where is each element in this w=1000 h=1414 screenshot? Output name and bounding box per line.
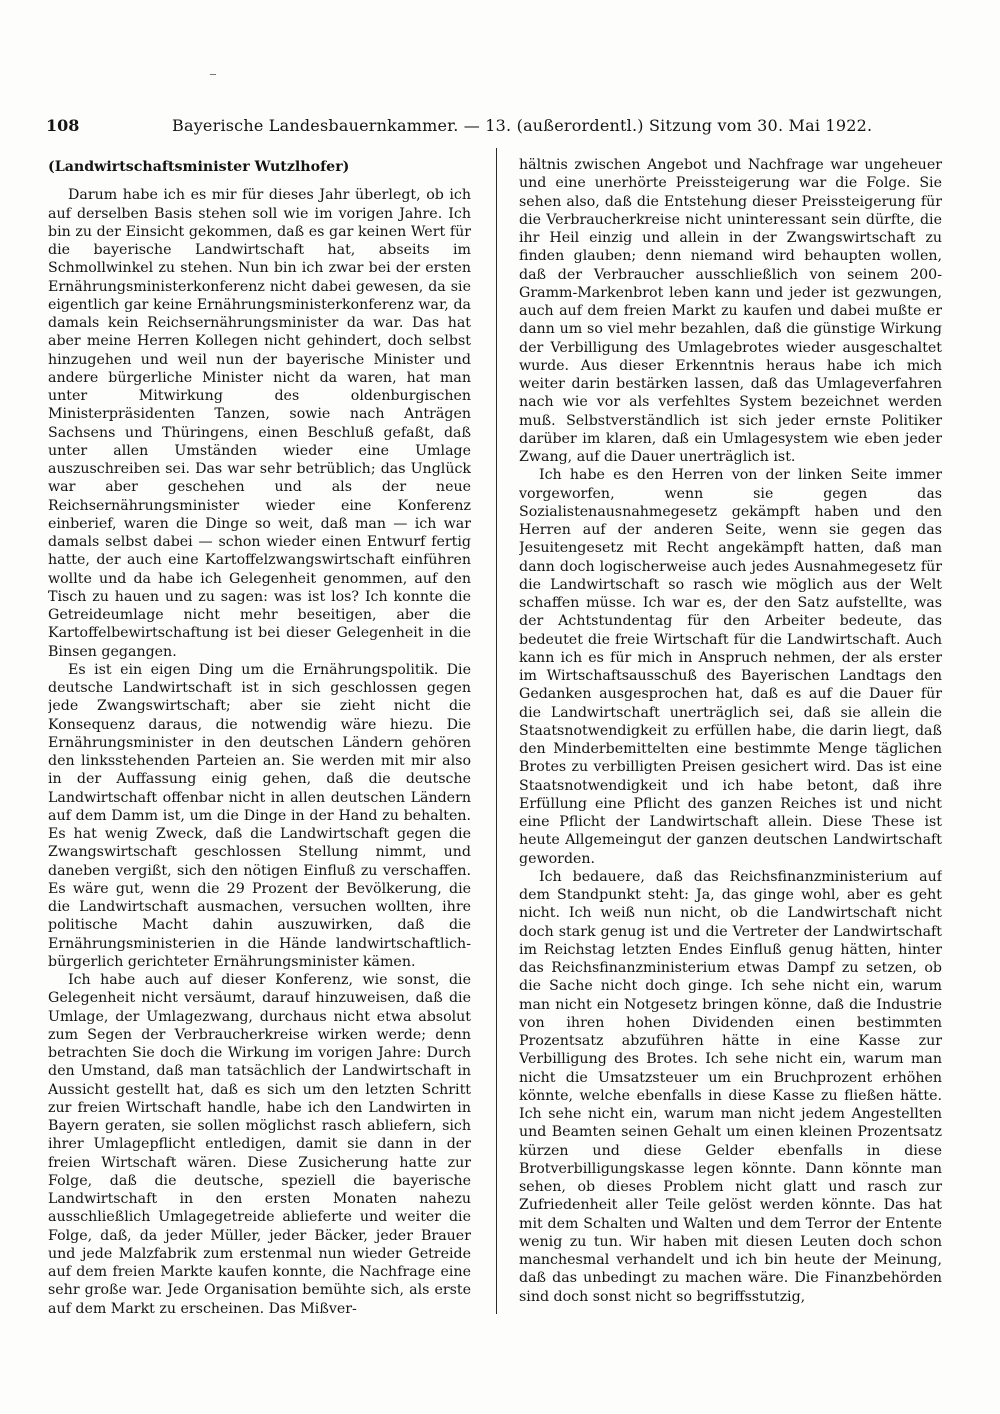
right-column — [519, 156, 942, 1336]
speaker-heading: (Landwirtschaftsminister Wutzlhofer) — [48, 159, 350, 175]
left-column — [48, 156, 471, 1336]
paragraph: Es ist ein eigen Ding um die Ernährungspolitik. Die deutsche Landwirtschaft ist in sich geschlossen gegen jede Zwangswirtschaft; aber sie zieht nicht die Konsequenz daraus, die notwendig wäre hiezu. Die Ernährungsminister in den deutschen Ländern gehören den linksstehenden Parteien an. Sie werden mit mir also in der Auffassung einig gehen, daß die deutsche Landwirtschaft offenbar nicht in allen deutschen Ländern auf dem Damm ist, um die Dinge in der Hand zu behalten. Es hat wenig Zweck, daß die Landwirtschaft gegen die Zwangswirtschaft geschlossen Stellung nimmt, und daneben vergißt, sich den nötigen Einfluß zu verschaffen. Es wäre gut, wenn die 29 Prozent der Bevölkerung, die die Landwirtschaft ausmachen, versuchen wollten, ihre politische Macht dahin auszuwirken, daß die Ernährungsministerien in die Hände landwirtschaftlich-bürgerlich gerichteter Ernährungsminister kämen. — [48, 661, 471, 970]
column-divider — [496, 148, 497, 1314]
paragraph: hältnis zwischen Angebot und Nachfrage war ungeheuer und eine unerhörte Preissteigerung war die Folge. Sie sehen also, daß die Entstehung dieser Preissteigerung für die Verbraucherkreise nicht uninteressant sein dürfte, die ihr Heil einzig und allein in der Zwangswirtschaft zu finden glauben; denn niemand wird behaupten wollen, daß der Verbraucher ausschließlich von seinem 200-Gramm-Markenbrot leben kann und jeder ist gezwungen, auch auf dem freien Markt zu kaufen und dabei mußte er dann um so viel mehr bezahlen, daß die günstige Wirkung der Verbilligung des Umlagebrotes wieder ausgeschaltet wurde. Aus dieser Erkenntnis heraus habe ich mich weiter darin bestärken lassen, daß das Umlageverfahren nach wie vor als verfehltes System bezeichnet werden muß. Selbstverständlich ist sich jeder ernste Politiker darüber im klaren, daß ein Umlagesystem wie eben jeder Zwang, auf die Dauer unerträglich ist. — [519, 157, 942, 465]
running-title: Bayerische Landesbauernkammer. — 13. (außerordentl.) Sitzung vom 30. Mai 1922. — [172, 116, 873, 135]
paragraph: Ich habe es den Herren von der linken Seite immer vorgeworfen, wenn sie gegen das Sozialistenausnahmegesetz gekämpft haben und den Herren auf der anderen Seite, wenn sie gegen das Jesuitengesetz mit Recht angekämpft hatten, daß man dann doch logischerweise auch jedes Ausnahmegesetz für die Landwirtschaft so rasch wie möglich aus der Welt schaffen müsse. Ich war es, der den Satz aufstellte, was der Achtstundentag für den Arbeiter bedeute, das bedeutet die freie Wirtschaft für die Landwirtschaft. Auch kann ich es für mich in Anspruch nehmen, der als erster im Wirtschaftsausschuß des Bayerischen Landtags den Gedanken ausgesprochen hat, daß es auf die Dauer für die Landwirtschaft unerträglich sei, daß sie allein die Staatsnotwendigkeit zu erfüllen habe, die darin liegt, daß den Minderbemittelten eine bestimmte Menge täglichen Brotes zu verbilligten Preisen gesichert wird. Das ist eine Staatsnotwendigkeit und ich habe betont, daß ihre Erfüllung eine Pflicht des ganzen Reiches ist und nicht eine Pflicht der Landwirtschaft allein. Diese These ist heute Allgemeingut der ganzen deutschen Landwirtschaft geworden. — [519, 467, 942, 867]
scan-speck — [210, 74, 216, 75]
page-number: 108 — [46, 116, 80, 135]
paragraph: Ich bedauere, daß das Reichsfinanzministerium auf dem Standpunkt steht: Ja, das ginge wohl, aber es geht nicht. Ich weiß nun nicht, ob die Landwirtschaft nicht doch stark genug ist und die Vertreter der Landwirtschaft im Reichstag letzten Endes Einfluß genug hätten, hinter das Reichsfinanzministerium etwas Dampf zu setzen, ob die Sache nicht doch ginge. Ich sehe nicht ein, warum man nicht ein Notgesetz bringen könne, daß die Industrie von ihren hohen Dividenden einen bestimmten Prozentsatz abzuführen hätte in eine Kasse zur Verbilligung des Brotes. Ich sehe nicht ein, warum man nicht die Umsatzsteuer um ein Bruchprozent erhöhen könnte, welche ebenfalls in diese Kasse zu fließen hätte. Ich sehe nicht ein, warum man nicht jedem Angestellten und Beamten seinen Gehalt um einen kleinen Prozentsatz kürzen und diese Gelder ebenfalls in diese Brotverbilligungskasse legen könnte. Dann könnte man sehen, ob dieses Problem nicht glatt und rasch zur Zufriedenheit aller Teile gelöst werden könnte. Das hat mit dem Schalten und Walten und dem Terror der Entente wenig zu tun. Wir haben mit diesen Leuten doch schon manchesmal verhandelt und ich bin heute der Meinung, daß das unbedingt zu machen wäre. Die Finanzbehörden sind doch sonst nicht so begriffsstutzig, — [519, 868, 942, 1305]
running-header — [46, 114, 954, 138]
paragraph: Darum habe ich es mir für dieses Jahr überlegt, ob ich auf derselben Basis stehen soll wie im vorigen Jahre. Ich bin zu der Einsicht gekommen, daß es gar keinen Wert für die bayerische Landwirtschaft hat, abseits im Schmollwinkel zu stehen. Nun bin ich zwar bei der ersten Ernährungsministerkonferenz nicht dabei gewesen, da sie eigentlich gar keine Ernährungsministerkonferenz war, da damals kein Reichsernährungsminister da war. Das hat aber meine Herren Kollegen nicht gehindert, doch selbst hinzugehen und weil nun der bayerische Minister und andere bürgerliche Minister nicht da waren, hat man unter Mitwirkung des oldenburgischen Ministerpräsidenten Tanzen, sowie nach Anträgen Sachsens und Thüringens, einen Beschluß gefaßt, daß unter allen Umständen wieder eine Umlage auszuschreiben sei. Das war sehr betrüblich; das Unglück war aber geschehen und als der neue Reichsernährungsminister wieder eine Konferenz einberief, waren die Dinge so weit, daß man — ich war damals selbst dabei — schon wieder einen Entwurf fertig hatte, der auch eine Kartoffelzwangswirtschaft einführen wollte und da habe ich Gelegenheit genommen, auf den Tisch zu hauen und zu sagen: was ist los? Ich konnte die Getreideumlage nicht mehr beseitigen, aber die Kartoffelbewirtschaftung ist bei dieser Gelegenheit in die Binsen gegangen. — [48, 187, 471, 660]
paragraph: Ich habe auch auf dieser Konferenz, wie sonst, die Gelegenheit nicht versäumt, darauf hinzuweisen, daß die Umlage, der Umlagezwang, durchaus nicht etwa absolut zum Segen der Verbraucherkreise wirken werde; denn betrachten Sie doch die Wirkung im vorigen Jahre: Durch den Umstand, daß man tatsächlich der Landwirtschaft in Aussicht gestellt hat, daß es sich um den letzten Schritt zur freien Wirtschaft handle, habe ich den Landwirten in Bayern geraten, sie sollen möglichst rasch abliefern, sich ihrer Umlagepflicht entledigen, damit sie dann in der freien Wirtschaft wären. Diese Zusicherung hatte zur Folge, daß die deutsche, speziell die bayerische Landwirtschaft in den ersten Monaten nahezu ausschließlich Umlagegetreide ablieferte und weiter die Folge, daß, da jeder Müller, jeder Bäcker, jeder Brauer und jede Malzfabrik zum erstenmal nun wieder Getreide auf dem freien Markte kaufen konnte, die Nachfrage eine sehr große war. Jede Organisation bemühte sich, als erste auf dem Markt zu erscheinen. Das Mißver- — [48, 972, 471, 1317]
